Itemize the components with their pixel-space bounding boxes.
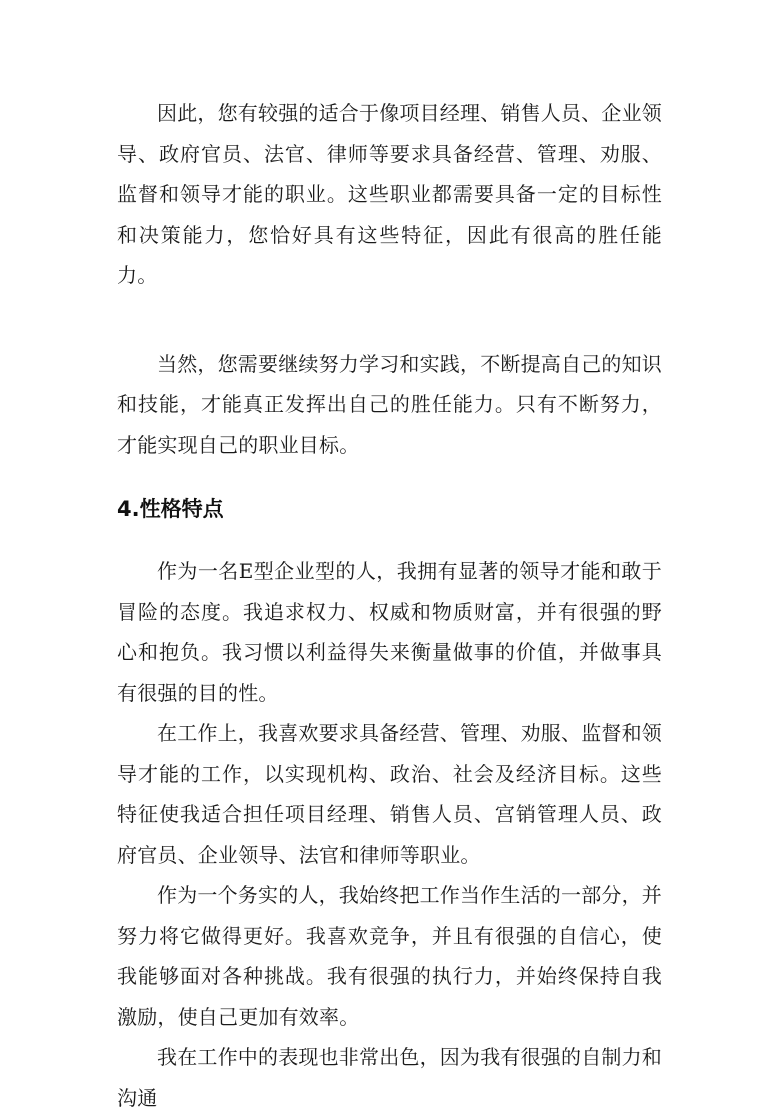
paragraph-work-preferences: 在工作上，我喜欢要求具备经营、管理、劝服、监督和领导才能的工作，以实现机构、政治、社会及经济目标。这些特征使我适合担任项目经理、销售人员、宫销管理人员、政府官员、企业领导、法官和律师等职业。 bbox=[117, 721, 662, 867]
paragraph-work-performance: 我在工作中的表现也非常出色，因为我有很强的自制力和沟通 bbox=[117, 1045, 662, 1110]
paragraph-pragmatic-person: 作为一个务实的人，我始终把工作当作生活的一部分，并努力将它做得更好。我喜欢竞争，并且有很强的自信心，使我能够面对各种挑战。我有很强的执行力，并始终保持自我激励，使自己更加有效率。 bbox=[117, 883, 662, 1029]
paragraph-continue-learning: 当然，您需要继续努力学习和实践，不断提高自己的知识和技能，才能真正发挥出自己的胜任能力。只有不断努力，才能实现自己的职业目标。 bbox=[117, 351, 662, 457]
paragraph-competence-careers: 因此，您有较强的适合于像项目经理、销售人员、企业领导、政府官员、法官、律师等要求具备经营、管理、劝服、监督和领导才能的职业。这些职业都需要具备一定的目标性和决策能力，您恰好具有这些特征，因此有很高的胜任能力。 bbox=[117, 101, 662, 287]
section-heading-personality: 4.性格特点 bbox=[117, 497, 224, 521]
document-body bbox=[117, 93, 662, 1118]
paragraph-enterprise-type: 作为一名E型企业型的人，我拥有显著的领导才能和敢于冒险的态度。我追求权力、权威和物质财富，并有很强的野心和抱负。我习惯以利益得失来衡量做事的价值，并做事具有很强的目的性。 bbox=[117, 559, 662, 705]
